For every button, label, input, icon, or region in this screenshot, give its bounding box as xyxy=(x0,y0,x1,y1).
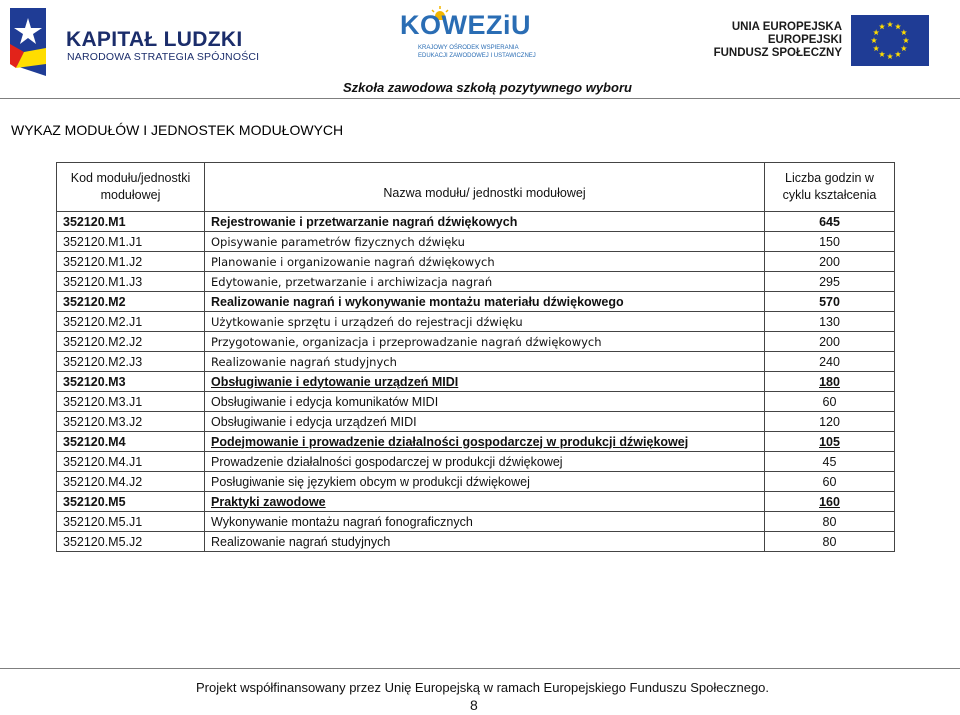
code-cell: 352120.M4.J1 xyxy=(57,452,205,472)
unit-row xyxy=(57,532,895,552)
name-cell: Obsługiwanie i edycja urządzeń MIDI xyxy=(205,412,765,432)
module-row xyxy=(57,212,895,232)
header-hours xyxy=(765,163,895,212)
page-number: 8 xyxy=(470,697,478,713)
unit-row xyxy=(57,332,895,352)
unit-row xyxy=(57,412,895,432)
hours-cell: 60 xyxy=(765,392,895,412)
code-cell: 352120.M2.J3 xyxy=(57,352,205,372)
table-header-row xyxy=(57,163,895,212)
name-cell: Realizowanie nagrań studyjnych xyxy=(205,532,765,552)
code-cell: 352120.M1.J3 xyxy=(57,272,205,292)
header-hours-line-2: cyklu kształcenia xyxy=(782,188,877,202)
name-cell: Rejestrowanie i przetwarzanie nagrań dźwiękowych xyxy=(205,212,765,232)
code-cell: 352120.M5 xyxy=(57,492,205,512)
name-cell: Posługiwanie się językiem obcym w produkcji dźwiękowej xyxy=(205,472,765,492)
table-body xyxy=(57,212,895,552)
eu-flag-icon xyxy=(851,15,929,66)
header-hours-line-1: Liczba godzin w xyxy=(785,171,874,185)
hours-cell: 80 xyxy=(765,532,895,552)
eu-text-block xyxy=(714,21,842,60)
footer-funding-note: Projekt współfinansowany przez Unię Europejską w ramach Europejskiego Funduszu Społecznego. xyxy=(196,680,770,695)
hours-cell: 150 xyxy=(765,232,895,252)
module-row xyxy=(57,432,895,452)
name-cell: Realizowanie nagrań i wykonywanie montażu materiału dźwiękowego xyxy=(205,292,765,312)
kapital-ludzki-title: KAPITAŁ LUDZKI xyxy=(66,28,243,51)
code-cell: 352120.M2.J1 xyxy=(57,312,205,332)
hours-cell: 570 xyxy=(765,292,895,312)
eu-line-1: UNIA EUROPEJSKA xyxy=(731,21,842,33)
name-cell: Opisywanie parametrów fizycznych dźwięku xyxy=(205,232,765,252)
document-title: WYKAZ MODUŁÓW I JEDNOSTEK MODUŁOWYCH xyxy=(11,122,344,138)
unit-row xyxy=(57,512,895,532)
kapital-ludzki-logo xyxy=(6,4,50,76)
code-cell: 352120.M5.J2 xyxy=(57,532,205,552)
code-cell: 352120.M4.J2 xyxy=(57,472,205,492)
name-cell: Wykonywanie montażu nagrań fonograficznych xyxy=(205,512,765,532)
hours-cell: 130 xyxy=(765,312,895,332)
code-cell: 352120.M5.J1 xyxy=(57,512,205,532)
code-cell: 352120.M1 xyxy=(57,212,205,232)
name-cell: Obsługiwanie i edytowanie urządzeń MIDI xyxy=(205,372,765,392)
hours-cell: 160 xyxy=(765,492,895,512)
hours-cell: 80 xyxy=(765,512,895,532)
hours-cell: 105 xyxy=(765,432,895,452)
module-row xyxy=(57,292,895,312)
hours-cell: 45 xyxy=(765,452,895,472)
kapital-ludzki-subtitle: NARODOWA STRATEGIA SPÓJNOŚCI xyxy=(67,51,260,63)
name-cell: Edytowanie, przetwarzanie i archiwizacja nagrań xyxy=(205,272,765,292)
name-cell: Praktyki zawodowe xyxy=(205,492,765,512)
code-cell: 352120.M3 xyxy=(57,372,205,392)
header-divider xyxy=(0,98,960,99)
kowezu-line-2: EDUKACJI ZAWODOWEJ I USTAWICZNEJ xyxy=(418,53,536,59)
name-cell: Użytkowanie sprzętu i urządzeń do rejestracji dźwięku xyxy=(205,312,765,332)
module-row xyxy=(57,492,895,512)
unit-row xyxy=(57,392,895,412)
page-header xyxy=(0,0,960,100)
hours-cell: 60 xyxy=(765,472,895,492)
unit-row xyxy=(57,232,895,252)
eu-line-3: FUNDUSZ SPOŁECZNY xyxy=(713,47,842,59)
name-cell: Realizowanie nagrań studyjnych xyxy=(205,352,765,372)
header-code-line-1: Kod modułu/jednostki xyxy=(70,171,191,185)
code-cell: 352120.M2.J2 xyxy=(57,332,205,352)
hours-cell: 200 xyxy=(765,252,895,272)
kowezu-logo xyxy=(400,6,536,68)
unit-row xyxy=(57,352,895,372)
eu-line-2: EUROPEJSKI xyxy=(767,34,842,46)
footer-divider xyxy=(0,668,960,669)
unit-row xyxy=(57,272,895,292)
header-code xyxy=(57,163,205,212)
name-cell: Prowadzenie działalności gospodarczej w produkcji dźwiękowej xyxy=(205,452,765,472)
hours-cell: 180 xyxy=(765,372,895,392)
hours-cell: 295 xyxy=(765,272,895,292)
kowezu-title: KOWEZiU xyxy=(400,10,531,40)
hours-cell: 200 xyxy=(765,332,895,352)
unit-row xyxy=(57,252,895,272)
code-cell: 352120.M3.J2 xyxy=(57,412,205,432)
code-cell: 352120.M3.J1 xyxy=(57,392,205,412)
name-cell: Planowanie i organizowanie nagrań dźwiękowych xyxy=(205,252,765,272)
unit-row xyxy=(57,312,895,332)
code-cell: 352120.M1.J2 xyxy=(57,252,205,272)
school-motto: Szkoła zawodowa szkołą pozytywnego wyboru xyxy=(343,80,632,95)
unit-row xyxy=(57,472,895,492)
header-name: Nazwa modułu/ jednostki modułowej xyxy=(205,163,765,212)
hours-cell: 240 xyxy=(765,352,895,372)
name-cell: Obsługiwanie i edycja komunikatów MIDI xyxy=(205,392,765,412)
code-cell: 352120.M2 xyxy=(57,292,205,312)
name-cell: Podejmowanie i prowadzenie działalności gospodarczej w produkcji dźwiękowej xyxy=(205,432,765,452)
header-code-line-2: modułowej xyxy=(100,188,161,202)
code-cell: 352120.M4 xyxy=(57,432,205,452)
hours-cell: 645 xyxy=(765,212,895,232)
hours-cell: 120 xyxy=(765,412,895,432)
code-cell: 352120.M1.J1 xyxy=(57,232,205,252)
module-row xyxy=(57,372,895,392)
kowezu-line-1: KRAJOWY OŚRODEK WSPIERANIA xyxy=(418,45,519,51)
modules-table xyxy=(56,162,895,552)
unit-row xyxy=(57,452,895,472)
name-cell: Przygotowanie, organizacja i przeprowadzanie nagrań dźwiękowych xyxy=(205,332,765,352)
